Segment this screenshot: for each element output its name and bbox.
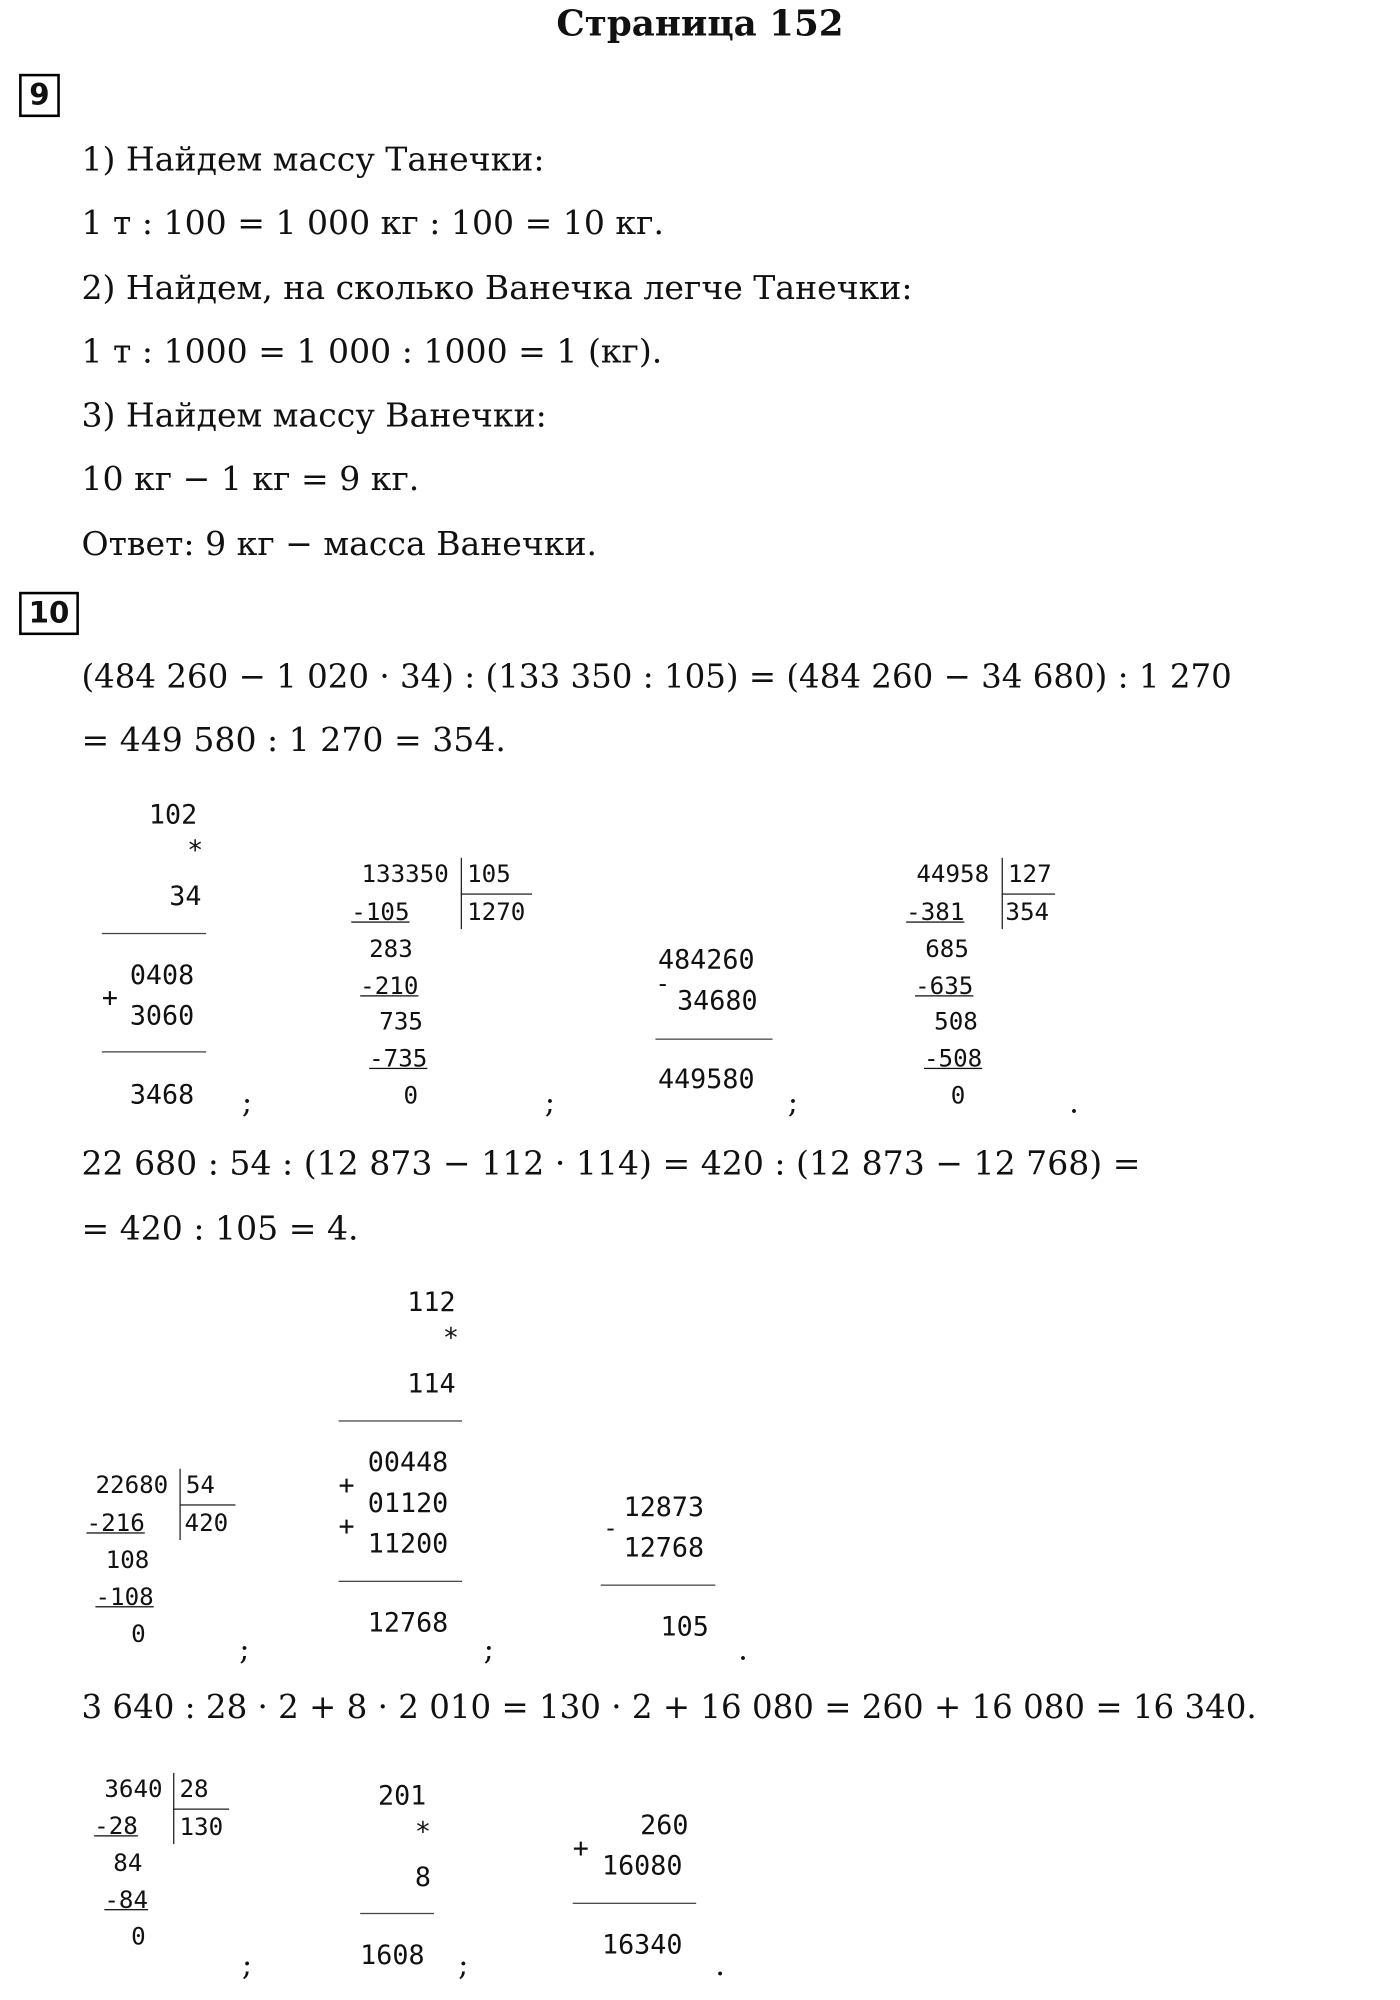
div2-step: -635	[915, 972, 974, 1001]
separator: ;	[544, 1084, 556, 1120]
separator: ;	[787, 1084, 799, 1120]
div4-step: 84	[113, 1849, 143, 1878]
task-9-answer: Ответ: 9 кг − масса Ванечки.	[81, 525, 598, 564]
div3-quotient: 420	[184, 1509, 229, 1538]
separator: .	[715, 1947, 725, 1983]
mul2-partial-2: 01120	[367, 1487, 449, 1519]
mul1-a: 102	[148, 799, 198, 830]
div3-step: -216	[86, 1509, 145, 1538]
div2-step: -381	[906, 898, 965, 927]
mul3-rule	[360, 1913, 434, 1914]
add1-b: 16080	[601, 1850, 683, 1882]
sub1-a: 484260	[657, 944, 755, 975]
expr2-line-1: 22 680 : 54 : (12 873 − 112 · 114) = 420 : (12 873 − 12 768) =	[81, 1145, 1141, 1184]
separator: ;	[483, 1631, 494, 1668]
div1-divisor: 105	[467, 860, 511, 889]
mul3-op: *	[414, 1816, 432, 1847]
div1-step: -105	[351, 898, 410, 927]
task-9-line-3: 2) Найдем, на сколько Ванечка легче Танечки:	[81, 269, 913, 308]
mul2-op: *	[442, 1322, 460, 1353]
mul1-rule-1	[102, 933, 206, 934]
div1-dividend: 133350	[361, 860, 449, 889]
sub1-b: 34680	[677, 985, 758, 1016]
task-9-line-5: 3) Найдем массу Ванечки:	[81, 397, 547, 436]
div1-step: 283	[369, 935, 413, 964]
task-9-line-1: 1) Найдем массу Танечки:	[81, 141, 545, 180]
mul2-result: 12768	[367, 1607, 449, 1638]
div2-step: 508	[934, 1007, 978, 1036]
div4-divisor: 28	[179, 1775, 209, 1804]
expr1-line-1: (484 260 − 1 020 · 34) : (133 350 : 105) = (484 260 − 34 680) : 1 270	[81, 657, 1232, 697]
mul2-plus: +	[338, 1469, 355, 1501]
div1-step: -735	[369, 1044, 428, 1073]
div4-step: -28	[94, 1812, 138, 1841]
div2-quotient: 354	[1005, 898, 1050, 927]
div3-divisor: 54	[185, 1471, 215, 1500]
sub1-result: 449580	[657, 1063, 755, 1095]
mul3-b: 8	[414, 1861, 432, 1893]
sub1-rule	[655, 1039, 772, 1040]
sub2-op: -	[603, 1514, 618, 1543]
sub2-a: 12873	[623, 1491, 705, 1523]
sub2-result: 105	[660, 1611, 709, 1642]
div3-step: -108	[95, 1583, 154, 1612]
div3-step: 0	[131, 1620, 146, 1649]
add1-rule	[573, 1903, 696, 1904]
sub2-b: 12768	[623, 1532, 705, 1563]
expr1-line-2: = 449 580 : 1 270 = 354.	[81, 721, 506, 760]
separator: ;	[239, 1631, 250, 1668]
expr3-line-1: 3 640 : 28 · 2 + 8 · 2 010 = 130 · 2 + 16 080 = 260 + 16 080 = 16 340.	[81, 1688, 1257, 1728]
div4-step: -84	[104, 1886, 149, 1915]
mul1-op: *	[187, 834, 204, 866]
mul1-partial-2: 3060	[129, 1000, 195, 1031]
separator: ;	[241, 1947, 253, 1983]
div2-quotient-line	[1002, 893, 1055, 894]
task-9-line-6: 10 кг − 1 кг = 9 кг.	[81, 460, 420, 499]
div1-quotient: 1270	[467, 898, 526, 927]
mul2-partial-1: 00448	[367, 1447, 449, 1478]
div2-dividend: 44958	[916, 860, 990, 889]
div2-step: 0	[950, 1081, 966, 1110]
mul1-rule-2	[102, 1051, 206, 1052]
mul1-b: 34	[169, 880, 202, 912]
add1-result: 16340	[601, 1929, 683, 1960]
mul3-a: 201	[377, 1780, 427, 1812]
mul1-partial-1: 0408	[129, 959, 195, 991]
task-9-number: 9	[19, 74, 60, 117]
div1-step: -210	[360, 972, 419, 1001]
div4-quotient: 130	[179, 1813, 224, 1842]
separator: ;	[458, 1947, 469, 1983]
task-10-number: 10	[19, 592, 79, 635]
mul2-a: 112	[407, 1286, 456, 1318]
div2-divisor: 127	[1007, 860, 1052, 889]
div1-step: 0	[403, 1081, 419, 1110]
page-title: Страница 152	[556, 2, 844, 45]
div1-step: 735	[379, 1007, 423, 1036]
div3-quotient-line	[179, 1504, 235, 1505]
div4-step: 0	[131, 1923, 146, 1952]
mul2-partial-3: 11200	[367, 1528, 449, 1560]
div3-dividend: 22680	[95, 1471, 169, 1500]
sub2-rule	[601, 1585, 716, 1586]
div3-step: 108	[105, 1546, 150, 1575]
mul2-rule-2	[339, 1581, 462, 1582]
sub1-op: -	[655, 969, 671, 998]
div2-step: -508	[923, 1044, 983, 1073]
add1-a: 260	[640, 1809, 689, 1841]
mul2-rule-1	[339, 1420, 462, 1421]
div2-step: 685	[925, 935, 969, 964]
add1-op: +	[572, 1832, 589, 1864]
div1-quotient-line	[461, 893, 532, 894]
div4-quotient-line	[173, 1809, 229, 1810]
div4-dividend: 3640	[104, 1775, 163, 1804]
task-9-line-2: 1 т : 100 = 1 000 кг : 100 = 10 кг.	[81, 204, 664, 244]
mul2-b: 114	[407, 1368, 456, 1399]
mul2-plus: +	[338, 1510, 355, 1542]
mul1-result: 3468	[129, 1079, 195, 1110]
separator: .	[738, 1631, 748, 1668]
expr2-line-2: = 420 : 105 = 4.	[81, 1210, 359, 1249]
separator: ;	[241, 1084, 253, 1120]
mul1-plus: +	[101, 982, 118, 1014]
mul3-result: 1608	[360, 1939, 425, 1971]
task-9-line-4: 1 т : 1000 = 1 000 : 1000 = 1 (кг).	[81, 333, 663, 372]
separator: .	[1069, 1084, 1079, 1120]
